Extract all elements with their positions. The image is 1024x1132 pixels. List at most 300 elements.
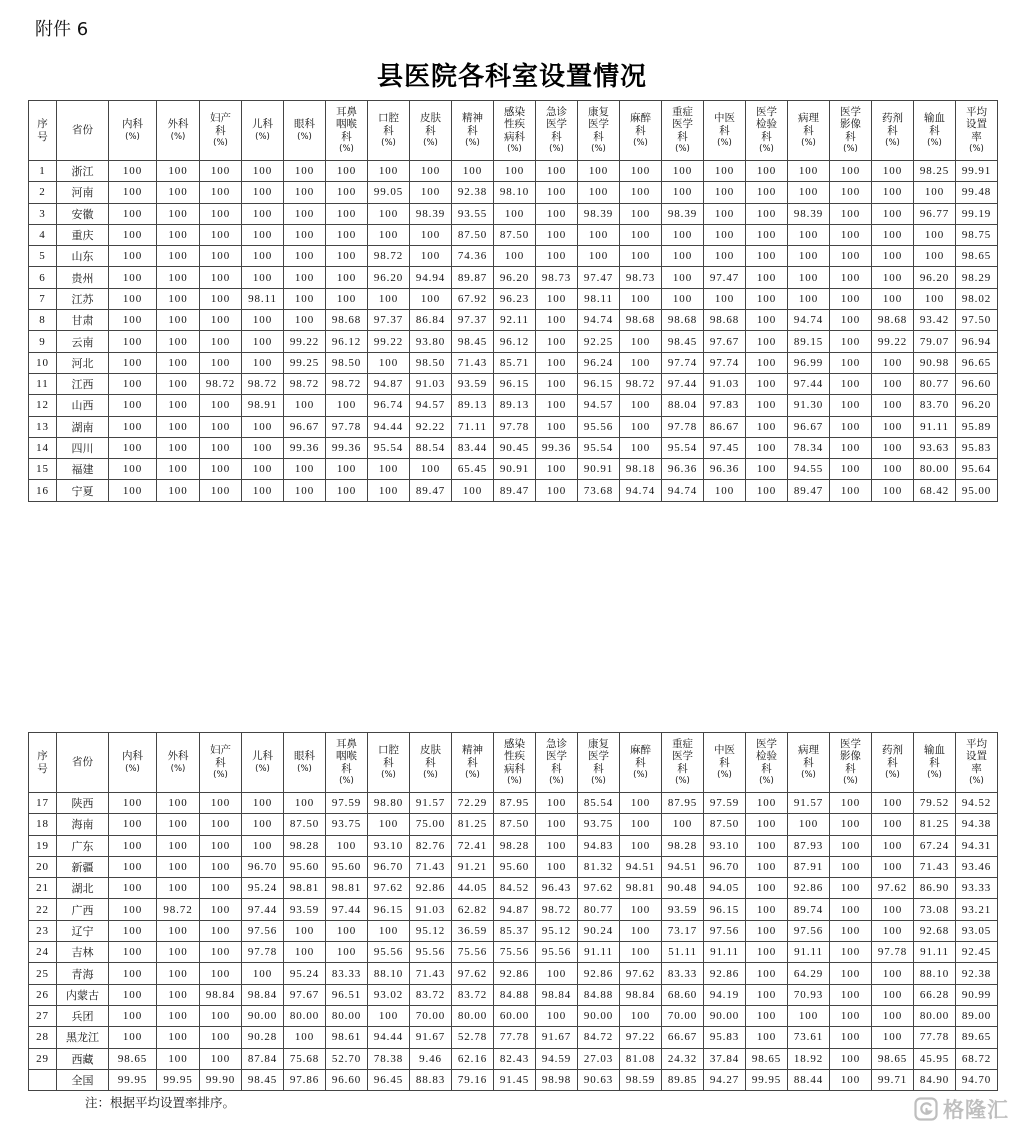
value-cell: 98.11 bbox=[242, 288, 284, 309]
table-body bbox=[29, 161, 998, 502]
column-header-label: 药剂 bbox=[882, 112, 903, 124]
watermark-text: 格隆汇 bbox=[943, 1098, 1009, 1122]
value-cell: 60.00 bbox=[494, 1005, 536, 1026]
value-cell: 100 bbox=[157, 942, 200, 963]
value-cell: 86.90 bbox=[914, 878, 956, 899]
value-cell: 100 bbox=[494, 246, 536, 267]
value-cell: 100 bbox=[746, 459, 788, 480]
row-number-cell: 28 bbox=[29, 1027, 57, 1048]
column-header-unit: (%) bbox=[125, 131, 140, 142]
value-cell: 100 bbox=[109, 963, 157, 984]
value-cell: 98.65 bbox=[956, 246, 998, 267]
value-cell: 100 bbox=[788, 267, 830, 288]
value-cell: 85.37 bbox=[494, 920, 536, 941]
column-header-label: 科 bbox=[467, 756, 478, 769]
value-cell: 97.56 bbox=[704, 920, 746, 941]
value-cell: 100 bbox=[326, 182, 368, 203]
value-cell: 100 bbox=[109, 395, 157, 416]
column-header-label: 科 bbox=[635, 756, 646, 769]
column-header bbox=[494, 101, 536, 161]
value-cell: 90.00 bbox=[704, 1005, 746, 1026]
value-cell: 68.72 bbox=[956, 1048, 998, 1069]
value-cell: 100 bbox=[746, 856, 788, 877]
value-cell: 95.83 bbox=[704, 1027, 746, 1048]
value-cell: 100 bbox=[830, 288, 872, 309]
value-cell: 27.03 bbox=[578, 1048, 620, 1069]
column-header-label: 医学 bbox=[588, 750, 609, 763]
table-row bbox=[29, 352, 998, 373]
value-cell: 77.78 bbox=[494, 1027, 536, 1048]
value-cell: 66.67 bbox=[662, 1027, 704, 1048]
row-number-cell: 19 bbox=[29, 835, 57, 856]
value-cell: 98.18 bbox=[620, 459, 662, 480]
column-header bbox=[242, 733, 284, 793]
value-cell: 100 bbox=[200, 856, 242, 877]
column-header-label: 中医 bbox=[714, 744, 735, 756]
value-cell: 90.45 bbox=[494, 437, 536, 458]
value-cell: 100 bbox=[746, 480, 788, 501]
value-cell: 100 bbox=[326, 395, 368, 416]
value-cell: 95.83 bbox=[956, 437, 998, 458]
value-cell: 100 bbox=[109, 942, 157, 963]
value-cell: 89.13 bbox=[494, 395, 536, 416]
column-header bbox=[494, 733, 536, 793]
value-cell: 90.00 bbox=[242, 1005, 284, 1026]
value-cell: 100 bbox=[109, 352, 157, 373]
value-cell: 94.59 bbox=[536, 1048, 578, 1069]
value-cell: 100 bbox=[914, 224, 956, 245]
value-cell: 100 bbox=[452, 480, 494, 501]
row-number-cell: 8 bbox=[29, 310, 57, 331]
value-cell: 91.03 bbox=[410, 899, 452, 920]
value-cell: 93.33 bbox=[956, 878, 998, 899]
value-cell: 88.83 bbox=[410, 1069, 452, 1090]
column-header-label: 科 bbox=[467, 124, 478, 137]
value-cell: 87.93 bbox=[788, 835, 830, 856]
province-cell: 河南 bbox=[57, 182, 109, 203]
value-cell: 100 bbox=[872, 480, 914, 501]
value-cell: 100 bbox=[872, 856, 914, 877]
value-cell: 93.59 bbox=[662, 899, 704, 920]
value-cell: 84.52 bbox=[494, 878, 536, 899]
value-cell: 96.67 bbox=[284, 416, 326, 437]
value-cell: 100 bbox=[157, 161, 200, 182]
value-cell: 100 bbox=[746, 1027, 788, 1048]
value-cell: 93.75 bbox=[326, 814, 368, 835]
value-cell: 100 bbox=[620, 246, 662, 267]
value-cell: 100 bbox=[746, 373, 788, 394]
value-cell: 70.00 bbox=[662, 1005, 704, 1026]
column-header bbox=[57, 101, 109, 161]
value-cell: 97.78 bbox=[872, 942, 914, 963]
column-header-label: 医学 bbox=[672, 118, 693, 131]
province-cell: 江苏 bbox=[57, 288, 109, 309]
province-cell: 黑龙江 bbox=[57, 1027, 109, 1048]
value-cell: 98.65 bbox=[872, 1048, 914, 1069]
column-header-unit: (%) bbox=[549, 144, 564, 155]
value-cell: 89.00 bbox=[956, 1005, 998, 1026]
value-cell: 83.44 bbox=[452, 437, 494, 458]
value-cell: 100 bbox=[157, 203, 200, 224]
column-header-label: 性疾 bbox=[504, 750, 525, 763]
value-cell: 100 bbox=[157, 224, 200, 245]
column-header bbox=[109, 101, 157, 161]
value-cell: 100 bbox=[830, 395, 872, 416]
value-cell: 83.72 bbox=[410, 984, 452, 1005]
value-cell: 100 bbox=[662, 267, 704, 288]
table-row bbox=[29, 814, 998, 835]
value-cell: 99.36 bbox=[326, 437, 368, 458]
value-cell: 100 bbox=[157, 814, 200, 835]
value-cell: 100 bbox=[368, 224, 410, 245]
value-cell: 100 bbox=[872, 793, 914, 814]
column-header-label: 麻醉 bbox=[630, 744, 651, 756]
value-cell: 100 bbox=[662, 182, 704, 203]
value-cell: 98.84 bbox=[536, 984, 578, 1005]
column-header-label: 儿科 bbox=[252, 750, 273, 763]
value-cell: 93.80 bbox=[410, 331, 452, 352]
value-cell: 98.75 bbox=[956, 224, 998, 245]
column-header-label: 耳鼻 bbox=[336, 737, 357, 750]
column-header-unit: (%) bbox=[255, 131, 270, 142]
value-cell: 92.68 bbox=[914, 920, 956, 941]
value-cell: 100 bbox=[704, 161, 746, 182]
value-cell: 100 bbox=[109, 203, 157, 224]
value-cell: 100 bbox=[746, 267, 788, 288]
row-number-cell: 12 bbox=[29, 395, 57, 416]
value-cell: 52.70 bbox=[326, 1048, 368, 1069]
value-cell: 100 bbox=[284, 224, 326, 245]
value-cell: 80.77 bbox=[578, 899, 620, 920]
value-cell: 100 bbox=[830, 203, 872, 224]
column-header bbox=[578, 733, 620, 793]
value-cell: 100 bbox=[326, 246, 368, 267]
value-cell: 100 bbox=[830, 459, 872, 480]
value-cell: 100 bbox=[157, 1048, 200, 1069]
value-cell: 95.64 bbox=[956, 459, 998, 480]
table-row bbox=[29, 459, 998, 480]
value-cell: 89.47 bbox=[788, 480, 830, 501]
value-cell: 100 bbox=[157, 352, 200, 373]
value-cell: 100 bbox=[157, 288, 200, 309]
value-cell: 90.91 bbox=[578, 459, 620, 480]
value-cell: 71.43 bbox=[914, 856, 956, 877]
value-cell: 100 bbox=[620, 224, 662, 245]
value-cell: 84.72 bbox=[578, 1027, 620, 1048]
value-cell: 100 bbox=[830, 331, 872, 352]
value-cell: 83.72 bbox=[452, 984, 494, 1005]
column-header-label: 率 bbox=[971, 130, 982, 143]
value-cell: 100 bbox=[326, 161, 368, 182]
column-header-label: 科 bbox=[719, 756, 730, 769]
value-cell: 94.74 bbox=[662, 480, 704, 501]
column-header-unit: (%) bbox=[339, 776, 354, 787]
value-cell: 100 bbox=[830, 480, 872, 501]
column-header-unit: (%) bbox=[843, 776, 858, 787]
province-cell: 吉林 bbox=[57, 942, 109, 963]
value-cell: 100 bbox=[620, 331, 662, 352]
province-cell: 辽宁 bbox=[57, 920, 109, 941]
column-header bbox=[157, 101, 200, 161]
value-cell: 100 bbox=[200, 835, 242, 856]
value-cell: 100 bbox=[200, 395, 242, 416]
value-cell: 87.95 bbox=[662, 793, 704, 814]
province-cell: 广东 bbox=[57, 835, 109, 856]
value-cell: 96.20 bbox=[368, 267, 410, 288]
value-cell: 70.00 bbox=[410, 1005, 452, 1026]
value-cell: 98.50 bbox=[326, 352, 368, 373]
value-cell: 100 bbox=[830, 984, 872, 1005]
value-cell: 97.56 bbox=[242, 920, 284, 941]
value-cell: 92.22 bbox=[410, 416, 452, 437]
column-header-label: 输血 bbox=[924, 112, 945, 124]
value-cell: 100 bbox=[704, 203, 746, 224]
value-cell: 83.70 bbox=[914, 395, 956, 416]
column-header-label: 医学 bbox=[756, 105, 777, 118]
value-cell: 96.70 bbox=[242, 856, 284, 877]
value-cell: 94.27 bbox=[704, 1069, 746, 1090]
value-cell: 95.56 bbox=[578, 416, 620, 437]
value-cell: 91.11 bbox=[788, 942, 830, 963]
column-header-label: 咽喉 bbox=[336, 750, 357, 763]
value-cell: 98.72 bbox=[326, 373, 368, 394]
value-cell: 100 bbox=[200, 480, 242, 501]
value-cell: 91.11 bbox=[914, 942, 956, 963]
value-cell: 97.83 bbox=[704, 395, 746, 416]
value-cell: 100 bbox=[200, 1027, 242, 1048]
column-header bbox=[788, 101, 830, 161]
value-cell: 100 bbox=[788, 246, 830, 267]
value-cell: 9.46 bbox=[410, 1048, 452, 1069]
column-header-label: 眼科 bbox=[294, 118, 315, 131]
department-table-part-1 bbox=[28, 100, 998, 502]
value-cell: 100 bbox=[872, 437, 914, 458]
value-cell: 90.24 bbox=[578, 920, 620, 941]
value-cell: 98.81 bbox=[620, 878, 662, 899]
column-header-label: 输血 bbox=[924, 744, 945, 756]
value-cell: 100 bbox=[242, 835, 284, 856]
value-cell: 100 bbox=[109, 224, 157, 245]
value-cell: 100 bbox=[914, 246, 956, 267]
value-cell: 100 bbox=[830, 310, 872, 331]
column-header bbox=[662, 733, 704, 793]
value-cell: 100 bbox=[200, 288, 242, 309]
value-cell: 100 bbox=[284, 395, 326, 416]
column-header-label: 医学 bbox=[840, 737, 861, 750]
value-cell: 100 bbox=[326, 942, 368, 963]
row-number-cell: 11 bbox=[29, 373, 57, 394]
column-header bbox=[157, 733, 200, 793]
value-cell: 82.43 bbox=[494, 1048, 536, 1069]
value-cell: 98.73 bbox=[620, 267, 662, 288]
row-number-cell: 17 bbox=[29, 793, 57, 814]
value-cell: 100 bbox=[109, 246, 157, 267]
value-cell: 96.15 bbox=[368, 899, 410, 920]
row-number-cell: 25 bbox=[29, 963, 57, 984]
value-cell: 81.25 bbox=[452, 814, 494, 835]
table-row bbox=[29, 182, 998, 203]
column-header bbox=[57, 733, 109, 793]
value-cell: 84.90 bbox=[914, 1069, 956, 1090]
value-cell: 98.28 bbox=[662, 835, 704, 856]
value-cell: 94.74 bbox=[620, 480, 662, 501]
value-cell: 100 bbox=[704, 288, 746, 309]
value-cell: 100 bbox=[872, 814, 914, 835]
value-cell: 100 bbox=[830, 182, 872, 203]
column-header-label: 妇产 bbox=[210, 744, 231, 756]
value-cell: 98.28 bbox=[284, 835, 326, 856]
value-cell: 77.78 bbox=[914, 1027, 956, 1048]
column-header bbox=[410, 733, 452, 793]
value-cell: 80.00 bbox=[452, 1005, 494, 1026]
column-header-label: 医学 bbox=[756, 737, 777, 750]
column-header bbox=[200, 101, 242, 161]
value-cell: 95.24 bbox=[242, 878, 284, 899]
value-cell: 90.28 bbox=[242, 1027, 284, 1048]
column-header bbox=[368, 101, 410, 161]
value-cell: 100 bbox=[872, 1005, 914, 1026]
value-cell: 100 bbox=[872, 352, 914, 373]
column-header-label: 皮肤 bbox=[420, 744, 441, 756]
value-cell: 98.28 bbox=[494, 835, 536, 856]
value-cell: 100 bbox=[536, 331, 578, 352]
column-header-label: 麻醉 bbox=[630, 112, 651, 124]
column-header-label: 咽喉 bbox=[336, 118, 357, 131]
value-cell: 95.56 bbox=[536, 942, 578, 963]
column-header bbox=[578, 101, 620, 161]
value-cell: 98.84 bbox=[242, 984, 284, 1005]
value-cell: 100 bbox=[109, 459, 157, 480]
value-cell: 92.38 bbox=[452, 182, 494, 203]
table-row bbox=[29, 224, 998, 245]
value-cell: 73.61 bbox=[788, 1027, 830, 1048]
value-cell: 98.11 bbox=[578, 288, 620, 309]
value-cell: 100 bbox=[872, 984, 914, 1005]
value-cell: 99.36 bbox=[284, 437, 326, 458]
table-row bbox=[29, 1005, 998, 1026]
value-cell: 91.45 bbox=[494, 1069, 536, 1090]
value-cell: 97.86 bbox=[284, 1069, 326, 1090]
column-header-label: 科 bbox=[929, 124, 940, 137]
table-row bbox=[29, 373, 998, 394]
value-cell: 94.57 bbox=[410, 395, 452, 416]
column-header-unit: (%) bbox=[170, 131, 186, 142]
value-cell: 97.74 bbox=[704, 352, 746, 373]
value-cell: 100 bbox=[830, 373, 872, 394]
value-cell: 100 bbox=[200, 331, 242, 352]
value-cell: 87.91 bbox=[788, 856, 830, 877]
column-header-label: 科 bbox=[551, 762, 562, 775]
column-header-label: 医学 bbox=[672, 750, 693, 763]
value-cell: 100 bbox=[200, 963, 242, 984]
column-header-unit: (%) bbox=[843, 144, 858, 155]
table-row bbox=[29, 395, 998, 416]
row-number-cell: 24 bbox=[29, 942, 57, 963]
value-cell: 100 bbox=[109, 920, 157, 941]
value-cell: 100 bbox=[242, 161, 284, 182]
column-header-label: 病科 bbox=[504, 130, 525, 143]
value-cell: 100 bbox=[242, 331, 284, 352]
column-header-label: 病理 bbox=[798, 744, 819, 756]
value-cell: 94.55 bbox=[788, 459, 830, 480]
row-number-cell: 10 bbox=[29, 352, 57, 373]
column-header bbox=[326, 101, 368, 161]
value-cell: 95.60 bbox=[284, 856, 326, 877]
value-cell: 100 bbox=[200, 224, 242, 245]
value-cell: 100 bbox=[368, 814, 410, 835]
value-cell: 99.22 bbox=[284, 331, 326, 352]
value-cell: 97.44 bbox=[662, 373, 704, 394]
value-cell: 100 bbox=[109, 480, 157, 501]
value-cell: 100 bbox=[578, 182, 620, 203]
value-cell: 100 bbox=[157, 416, 200, 437]
column-header-unit: (%) bbox=[507, 144, 522, 155]
value-cell: 100 bbox=[157, 984, 200, 1005]
column-header-unit: (%) bbox=[297, 131, 312, 142]
value-cell: 89.65 bbox=[956, 1027, 998, 1048]
attachment-label: 附件 6 bbox=[35, 19, 89, 40]
province-cell: 全国 bbox=[57, 1069, 109, 1090]
value-cell: 100 bbox=[872, 267, 914, 288]
table-row bbox=[29, 416, 998, 437]
value-cell: 100 bbox=[872, 288, 914, 309]
value-cell: 71.43 bbox=[410, 963, 452, 984]
value-cell: 95.60 bbox=[494, 856, 536, 877]
value-cell: 36.59 bbox=[452, 920, 494, 941]
value-cell: 99.71 bbox=[872, 1069, 914, 1090]
table-row bbox=[29, 437, 998, 458]
value-cell: 96.36 bbox=[704, 459, 746, 480]
value-cell: 100 bbox=[620, 437, 662, 458]
value-cell: 100 bbox=[494, 161, 536, 182]
value-cell: 79.07 bbox=[914, 331, 956, 352]
value-cell: 100 bbox=[200, 878, 242, 899]
column-header bbox=[662, 101, 704, 161]
value-cell: 95.56 bbox=[410, 942, 452, 963]
value-cell: 98.81 bbox=[326, 878, 368, 899]
value-cell: 99.90 bbox=[200, 1069, 242, 1090]
table-row bbox=[29, 793, 998, 814]
column-header-label: 影像 bbox=[840, 750, 861, 763]
value-cell: 100 bbox=[872, 899, 914, 920]
value-cell: 93.55 bbox=[452, 203, 494, 224]
province-cell: 山西 bbox=[57, 395, 109, 416]
column-header-label: 科 bbox=[887, 124, 898, 137]
value-cell: 100 bbox=[746, 182, 788, 203]
value-cell: 96.12 bbox=[326, 331, 368, 352]
value-cell: 94.44 bbox=[368, 416, 410, 437]
value-cell: 100 bbox=[746, 1005, 788, 1026]
value-cell: 94.74 bbox=[578, 310, 620, 331]
value-cell: 87.50 bbox=[452, 224, 494, 245]
value-cell: 89.85 bbox=[662, 1069, 704, 1090]
value-cell: 100 bbox=[536, 459, 578, 480]
value-cell: 100 bbox=[200, 1005, 242, 1026]
value-cell: 100 bbox=[746, 899, 788, 920]
value-cell: 98.10 bbox=[494, 182, 536, 203]
value-cell: 100 bbox=[536, 963, 578, 984]
value-cell: 100 bbox=[830, 246, 872, 267]
value-cell: 96.67 bbox=[788, 416, 830, 437]
value-cell: 99.95 bbox=[157, 1069, 200, 1090]
column-header-label: 口腔 bbox=[378, 112, 399, 124]
value-cell: 98.72 bbox=[536, 899, 578, 920]
column-header bbox=[200, 733, 242, 793]
value-cell: 100 bbox=[536, 856, 578, 877]
value-cell: 100 bbox=[109, 899, 157, 920]
province-cell: 新疆 bbox=[57, 856, 109, 877]
value-cell: 93.46 bbox=[956, 856, 998, 877]
